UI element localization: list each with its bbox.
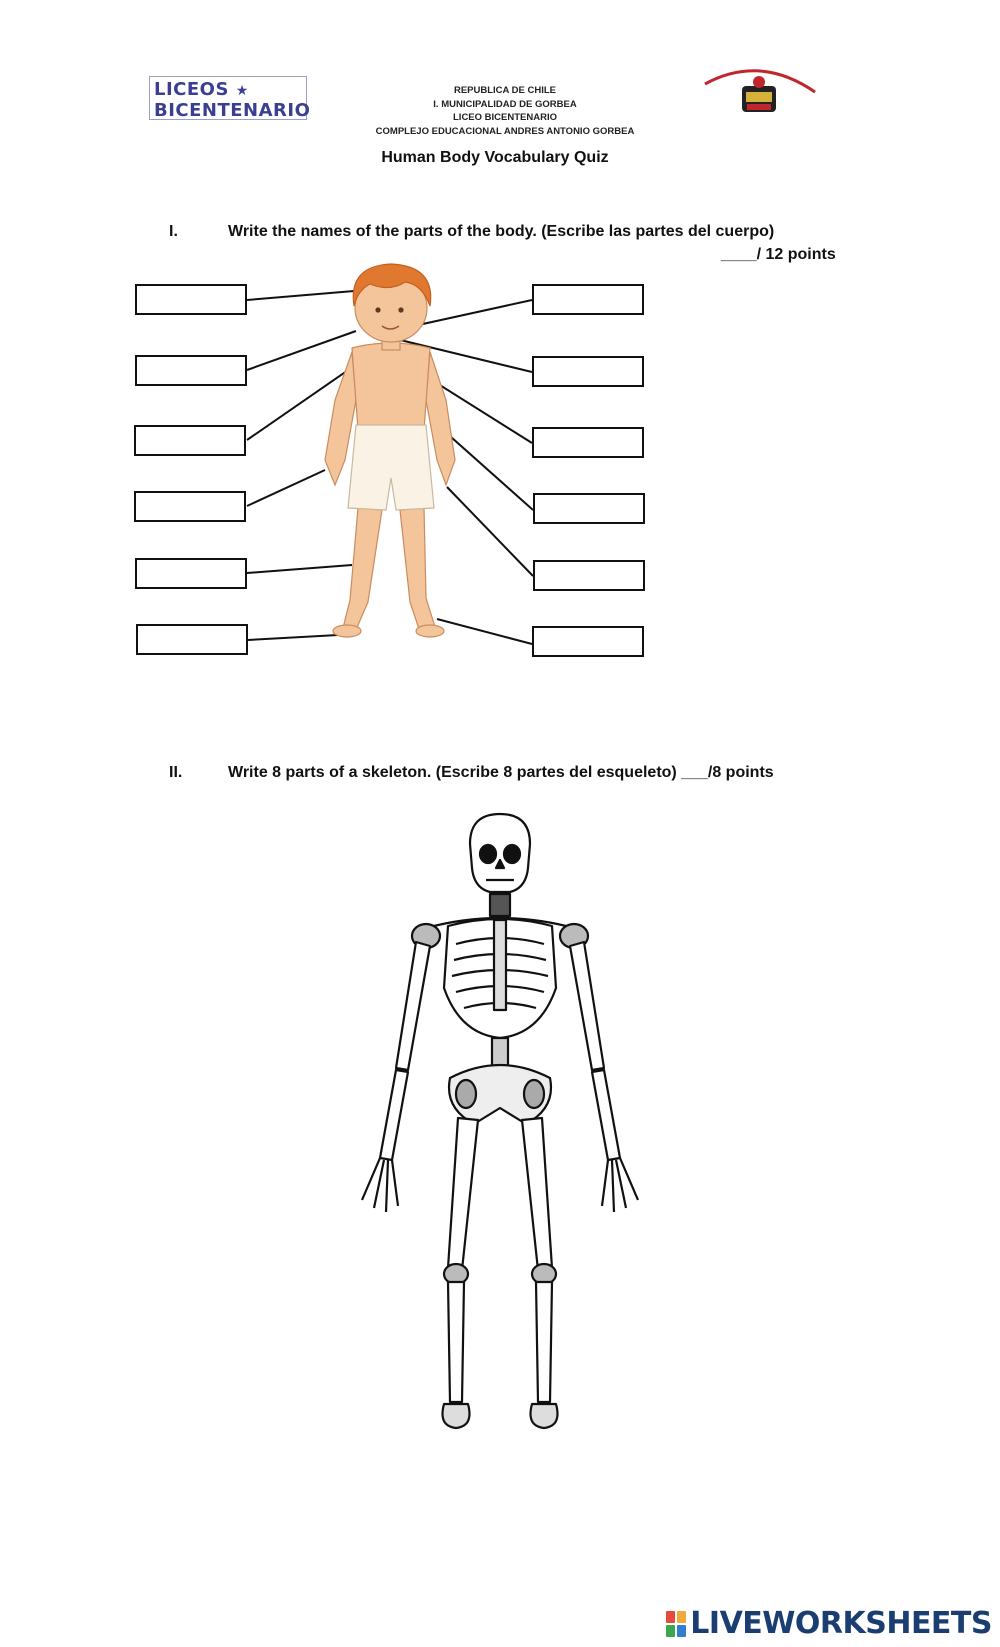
brand-text: LIVEWORKSHEETS [690,1606,992,1641]
header-line: LICEO BICENTENARIO [453,112,557,123]
answer-box-left-2[interactable] [135,355,247,386]
answer-box-right-4[interactable] [533,493,645,524]
boy-body-illustration [0,260,1000,660]
liveworksheets-brand [666,1606,992,1641]
section-2-instruction: Write 8 parts of a skeleton. (Escribe 8 partes del esqueleto) ___/8 points [228,764,774,781]
header-line: I. MUNICIPALIDAD DE GORBEA [433,98,577,110]
answer-box-right-1[interactable] [532,284,644,315]
section-1-instruction: Write the names of the parts of the body. (Escribe las partes del cuerpo) [228,223,775,240]
answer-box-left-6[interactable] [136,624,248,655]
answer-box-right-2[interactable] [532,356,644,387]
answer-box-right-6[interactable] [532,626,644,657]
header-line: COMPLEJO EDUCACIONAL ANDRES ANTONIO GORBEA [375,125,635,137]
answer-box-right-3[interactable] [532,427,644,458]
liveworksheets-logo-icon [666,1611,686,1637]
star-icon: ★ [235,83,249,99]
header-line: REPUBLICA DE CHILE [453,85,557,96]
answer-box-right-5[interactable] [533,560,645,591]
school-crest-icon [700,62,820,117]
section-2-number: II. [169,764,183,781]
answer-box-left-5[interactable] [135,558,247,589]
section-1-number: I. [169,223,178,240]
answer-box-left-4[interactable] [134,491,246,522]
section-1-points: ____/ 12 points [721,246,836,263]
liceos-bicentenario-logo: LICEOS ★ BICENTENARIO [149,76,307,120]
answer-box-left-3[interactable] [134,425,246,456]
school-header [340,84,670,138]
skeleton-illustration [340,808,660,1448]
answer-box-left-1[interactable] [135,284,247,315]
page-title: Human Body Vocabulary Quiz [381,149,609,166]
